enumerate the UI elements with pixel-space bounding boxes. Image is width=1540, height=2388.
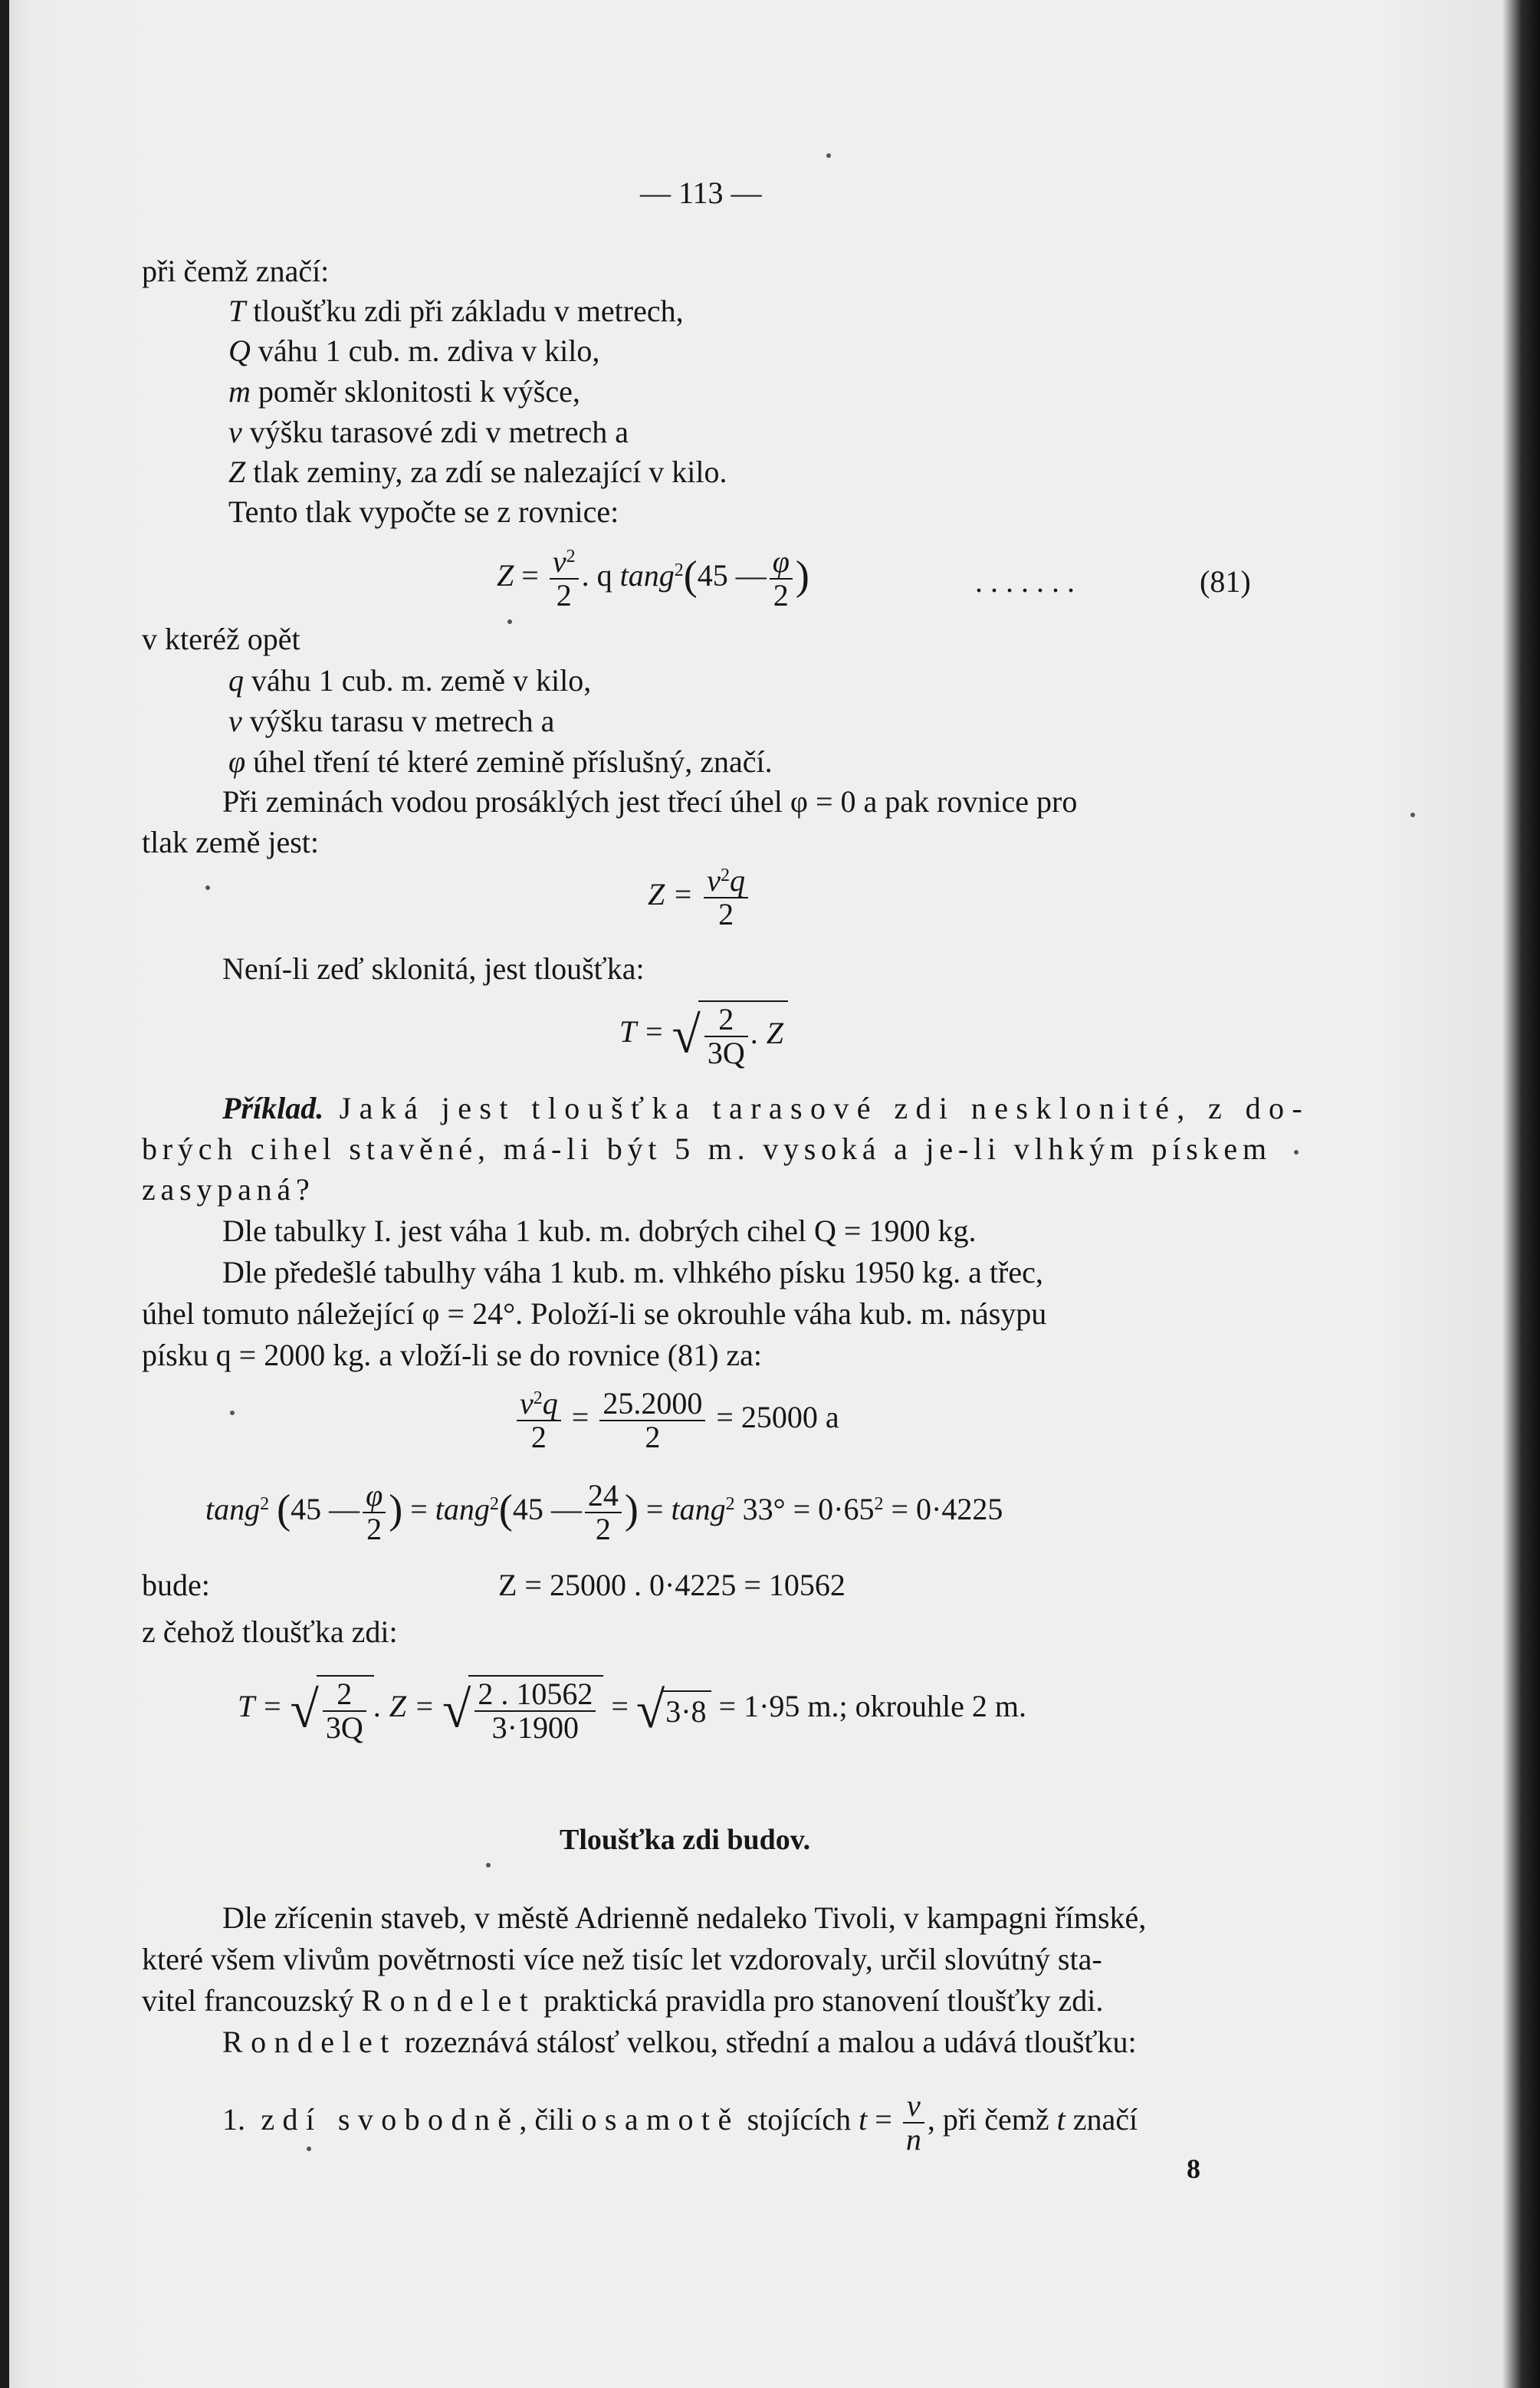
def-m: m poměr sklonitosti k výšce, [228, 374, 580, 409]
def-Q: Q váhu 1 cub. m. zdiva v kilo, [228, 333, 600, 368]
equation-tang: tang$^2$ (45 — $\frac{\varphi}{2}$ ) = tang$^2$(45 — $\frac{24}{2}$ ) = tang$^2$ $33^\circ = 0\cdot 65^2 = 0\cdot 4225$ [205, 1478, 1003, 1546]
neni-line: Není-li zeď sklonitá, jest tloušťka: [222, 951, 645, 986]
def-v: v výšku tarasové zdi v metrech a [228, 415, 629, 449]
fraction-phi-over-2: $\frac{\varphi}{2}$ [770, 546, 793, 612]
page-number: — 113 — [640, 176, 762, 210]
equation-T-sqrt: T = √ $\frac{2}{3Q}$ . Z [619, 1000, 788, 1069]
equation-81-label: (81) [1200, 564, 1251, 599]
scan-speck [486, 1863, 491, 1867]
scan-speck [205, 885, 210, 890]
example-line-3: zasypaná? [142, 1172, 315, 1207]
fraction-v2q-over-2: $\frac{v^2q}{2}$ [704, 865, 748, 931]
scan-speck [507, 619, 512, 624]
scan-speck [307, 2147, 311, 2151]
paragraph-2-line-1: Dle zřícenin staveb, v městě Adrienně nedaleko Tivoli, v kampagni římské, [222, 1900, 1147, 1935]
sheet-number: 8 [1187, 2153, 1200, 2184]
dle-2-line-2: úhel tomuto náležející φ = 24°. Položí-li se okrouhle váha kub. m. násypu [142, 1296, 1047, 1331]
scan-speck [1294, 1150, 1299, 1155]
intro-line: při čemž značí: [142, 254, 330, 288]
section-heading: Tloušťka zdi budov. [560, 1824, 811, 1856]
tento-line: Tento tlak vypočte se z rovnice: [228, 494, 619, 529]
equation-v2q-value: $\frac{v^2q}{2}$ = $\frac{25.2000}{2}$ = 25000 a [514, 1388, 839, 1453]
equation-T-result: T = √ $\frac{2}{3Q}$ . Z = √ $\frac{2 . 10562}{3\cdot 1900}$ = √3·8 = 1·95 m.; okrouhle 2 m. [238, 1677, 1026, 1745]
def-Z: Z tlak zeminy, za zdí se nalezající v kilo. [228, 455, 727, 489]
bude-line: bude: [142, 1568, 210, 1602]
equation-Z-v2q: Z = $\frac{v^2q}{2}$ [648, 865, 751, 931]
def2-phi: φ úhel tření té které zemině příslušný, značí. [228, 744, 773, 779]
paragraph-4-line: 1. zdí svobodně, čili osamotě stojících t = $\frac{v}{n}$ , při čemž t značí [222, 2088, 1138, 2156]
example-line-2: brých cihel stavěné, má-li být 5 m. vysoká a je-li vlhkým pískem [142, 1132, 1272, 1166]
page-edge-shadow [0, 0, 9, 2388]
def2-q: q váhu 1 cub. m. země v kilo, [228, 663, 592, 698]
paragraph-1-line-2: tlak země jest: [142, 825, 320, 859]
scan-speck [230, 1411, 235, 1415]
kterez-line: v kteréž opět [142, 622, 300, 656]
def-T: T tloušťku zdi při základu v metrech, [228, 294, 684, 328]
equation-81: Z = $\frac{v^2}{2}$ . q tang$^2$(45 — $\frac{\varphi}{2}$ ) [497, 544, 809, 613]
def2-v: v výšku tarasu v metrech a [228, 704, 555, 738]
example-line-1: Příklad. Jaká jest tloušťka tarasové zdi nesklonité, z do- [222, 1091, 1311, 1125]
dle-2-line-1: Dle předešlé tabulhy váha 1 kub. m. vlhkého písku 1950 kg. a třec, [222, 1255, 1043, 1289]
square-root: √ $\frac{2}{3Q}$ . Z [672, 1000, 788, 1069]
paragraph-2-line-2: které všem vlivům povětrnosti více než tisíc let vzdorovaly, určil slovútný sta- [142, 1942, 1102, 1976]
scan-speck [1410, 813, 1415, 817]
zcehoz-line: z čehož tloušťka zdi: [142, 1614, 398, 1649]
equation-81-dots: . . . . . . . [975, 564, 1075, 599]
fraction-v2-over-2: $\frac{v^2}{2}$ [550, 546, 579, 612]
equation-Z-value: Z = 25000 . 0·4225 = 10562 [498, 1568, 846, 1602]
dle-2-line-3: písku q = 2000 kg. a vloží-li se do rovnice (81) za: [142, 1338, 763, 1372]
scan-speck [826, 153, 831, 158]
dle-1-line: Dle tabulky I. jest váha 1 kub. m. dobrých cihel Q = 1900 kg. [222, 1214, 977, 1248]
paragraph-3-line: Rondelet rozeznává stálosť velkou, střední a malou a udává tloušťku: [222, 2025, 1137, 2059]
paragraph-1-line-1: Při zeminách vodou prosáklých jest třecí úhel φ = 0 a pak rovnice pro [222, 784, 1078, 819]
paragraph-2-line-3: vitel francouzský Rondelet praktická pravidla pro stanovení tloušťky zdi. [142, 1983, 1104, 2018]
